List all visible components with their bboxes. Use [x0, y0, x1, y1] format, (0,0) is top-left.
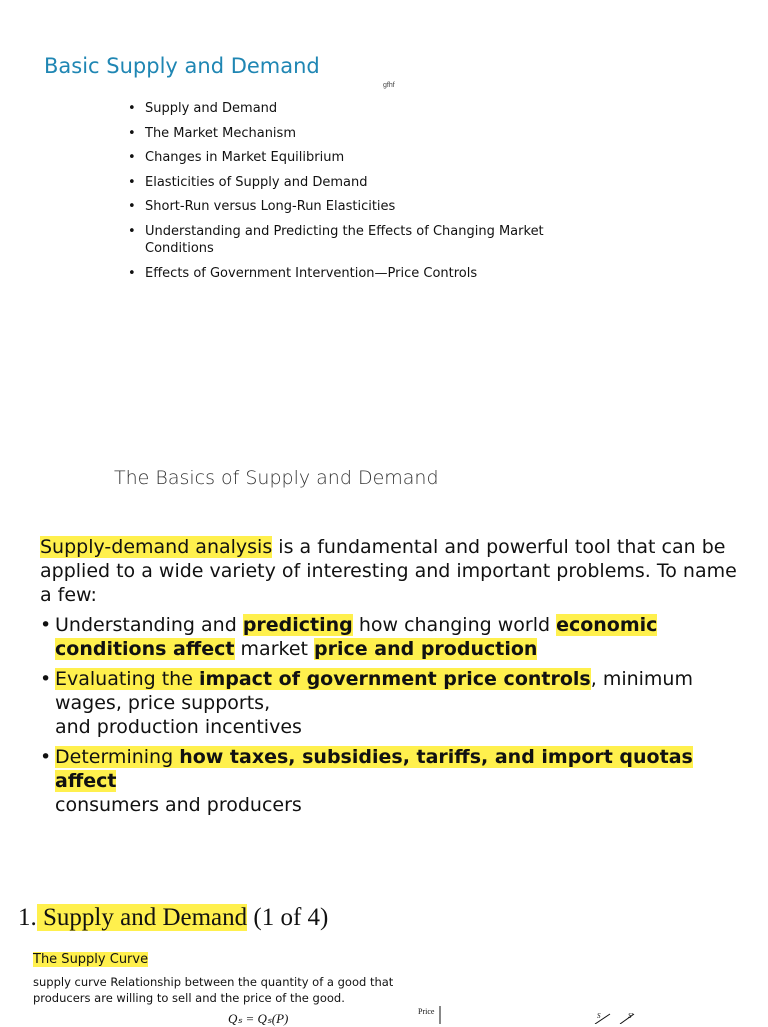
- supply-graph: [420, 1004, 660, 1024]
- text: consumers and producers: [55, 794, 302, 816]
- supply-formula: Qₛ = Qₛ(P): [228, 1011, 289, 1026]
- topic-item: • Elasticities of Supply and Demand: [128, 174, 558, 191]
- intro-paragraph: [40, 535, 740, 607]
- slide3-title: [18, 904, 328, 932]
- slide1-title: Basic Supply and Demand: [44, 54, 320, 78]
- text: and production incentives: [55, 716, 302, 738]
- highlight: Evaluating the: [55, 668, 199, 690]
- supply-curve-subtitle: [33, 952, 148, 967]
- highlight: price and production: [314, 638, 538, 660]
- axis-price-label: Price: [418, 1007, 435, 1016]
- topic-item: • Effects of Government Intervention—Price Controls: [128, 265, 558, 282]
- title-suffix: (1 of 4): [247, 904, 329, 931]
- highlight: impact of government price controls: [198, 668, 591, 690]
- highlight: how taxes, subsidies, tariffs, and import quotas affect: [55, 746, 693, 792]
- text: how changing world: [352, 614, 557, 636]
- label-s: S: [597, 1012, 601, 1020]
- slide2-title: The Basics of Supply and Demand: [114, 467, 439, 489]
- highlight: Determining: [55, 746, 180, 768]
- topic-item: • Changes in Market Equilibrium: [128, 149, 558, 166]
- intro-text: is a fundamental and powerful tool that can be applied to a wide variety of interesting and important problems. To name a few:: [40, 536, 737, 606]
- bullet-taxes: [40, 745, 740, 817]
- text: , minimum wages, price supports,: [55, 668, 693, 714]
- topic-item: • Understanding and Predicting the Effects of Changing Market Conditions: [128, 223, 545, 257]
- slide2-body: [40, 535, 740, 817]
- topic-item: • Supply and Demand: [128, 100, 558, 117]
- highlight: economic conditions affect: [55, 614, 658, 660]
- slide1-topic-list: [128, 100, 558, 289]
- label-s-prime: S': [628, 1012, 633, 1020]
- text: market: [234, 638, 315, 660]
- slide1-note: gfhf: [383, 82, 395, 89]
- highlight-supply-demand-analysis: Supply-demand analysis: [40, 536, 273, 558]
- bullet-price-controls: [40, 667, 740, 739]
- supply-curve-definition: supply curve Relationship between the quantity of a good that producers are willing to sell and the price of the good.: [33, 975, 394, 1005]
- highlight-subtitle: The Supply Curve: [33, 952, 149, 967]
- topic-item: • The Market Mechanism: [128, 125, 558, 142]
- bullet-predicting: [40, 613, 740, 661]
- highlight-title: Supply and Demand: [36, 904, 248, 931]
- topic-item: • Short-Run versus Long-Run Elasticities: [128, 198, 558, 215]
- section-number: 1.: [18, 904, 37, 931]
- highlight: predicting: [242, 614, 353, 636]
- text: Understanding and: [55, 614, 243, 636]
